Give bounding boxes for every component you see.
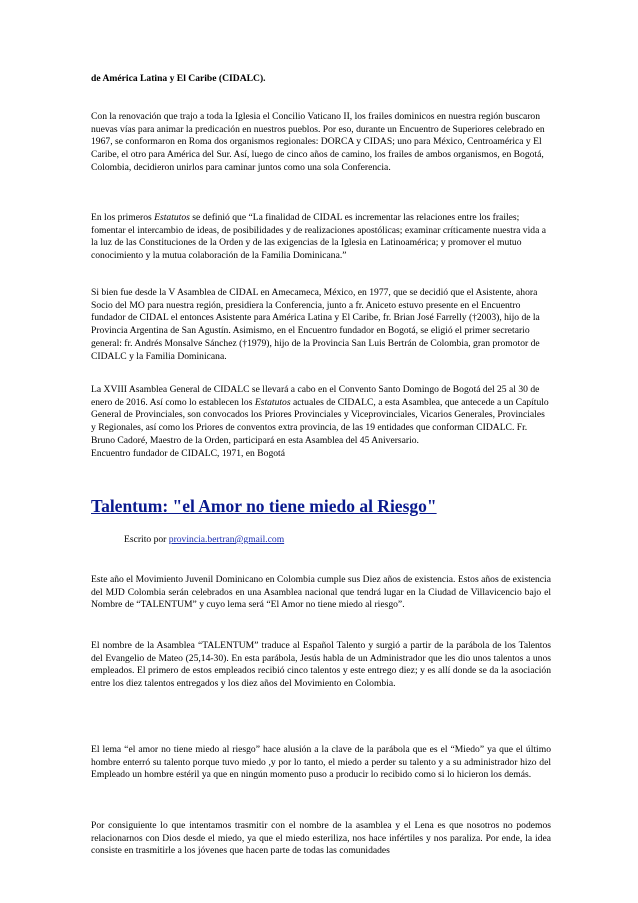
photo-caption: Encuentro fundador de CIDALC, 1971, en Bogotá	[91, 447, 285, 459]
body-paragraph-1: Este año el Movimiento Juvenil Dominicano en Colombia cumple sus Diez años de existencia. Estos años de existencia del MJD Colombia serán celebrados en una Asamblea nacional que tendrá lugar en la Ciudad de Villavicencio bajo el Nombre de “TALENTUM” y cuyo lema será “El Amor no tiene miedo al riesgo”.	[91, 574, 551, 611]
intro-line: de América Latina y El Caribe (CIDALC).	[91, 73, 266, 84]
paragraph-statutes: En los primeros Estatutos se definió que “La finalidad de CIDAL es incrementar las relaciones entre los frailes; fomentar el intercambio de ideas, de posibilidades y de realizaciones apostólicas; examinar críticamente nuestra vida a la luz de las Constituciones de la Orden y de las exigencias de la Iglesia en Latinoamérica; y promover el mutuo conocimiento y la mutua colaboración de la Familia Dominicana.”	[91, 212, 546, 262]
paragraph-assistant: Si bien fue desde la V Asamblea de CIDAL en Amecameca, México, en 1977, que se decidió que el Asistente, ahora Socio del MO para nuestra región, presidiera la Conferencia, junto a fr. Aniceto estuvo presente en el Encuentro fundador de CIDAL el entonces Asistente para América Latina y El Caribe, fr. Brian José Farrelly (†2003), hijo de la Provincia Argentina de San Agustín. Asimismo, en el Encuentro fundador en Bogotá, se eligió el primer secretario general: fr. Andrés Monsalve Sánchez (†1979), hijo de la Provincia San Luis Bertrán de Colombia, gran promotor de CIDALC y la Familia Dominicana.	[91, 287, 540, 362]
body-paragraph-4: Por consiguiente lo que intentamos trasmitir con el nombre de la asamblea y el Lena es que nosotros no podemos relacionarnos con Dios desde el miedo, ya que el miedo esteriliza, nos hace infértiles y nos paraliza. Por ende, la idea consiste en trasmitirle a los jóvenes que hacen parte de todas las comunidades	[91, 820, 551, 857]
author-email-link[interactable]: provincia.bertran@gmail.com	[168, 534, 285, 545]
body-paragraph-2: El nombre de la Asamblea “TALENTUM” traduce al Español Talento y surgió a partir de la parábola de los Talentos del Evangelio de Mateo (25,14-30). En esta parábola, Jesús habla de un Administrador que les dio unos talentos a unos empleados. El primero de estos empleados recibió cinco talentos y este entrego diez; y es allí donde se da la asociación entre los diez talentos entregados y los diez años del Movimiento en Colombia.	[91, 640, 551, 690]
body-paragraph-3: El lema “el amor no tiene miedo al riesgo” hace alusión a la clave de la parábola que es el “Miedo” ya que el último hombre enterró su talento porque tuvo miedo ,y por lo tanto, el miedo a perder su talento y a su administrador hizo del Empleado un hombre estéril ya que en ningún momento puso a producir lo recibido como si lo hicieron los demás.	[91, 744, 551, 781]
article-title[interactable]: Talentum: "el Amor no tiene miedo al Riesgo"	[91, 496, 437, 516]
statutes-italic: Estatutos	[154, 212, 190, 223]
paragraph-history: Con la renovación que trajo a toda la Iglesia el Concilio Vaticano II, los frailes dominicos en nuestra región buscaron nuevas vías para animar la predicación en nuestros pueblos. Por eso, durante un Encuentro de Superiores celebrado en 1967, se conformaron en Roma dos organismos regionales: DORCA y CIDAS; uno para México, Centroamérica y El Caribe, el otro para América del Sur. Así, luego de cinco años de camino, los frailes de ambos organismos, en Bogotá, Colombia, decidieron unirlos para caminar juntos como una sola Conferencia.	[91, 111, 545, 173]
byline: Escrito por provincia.bertran@gmail.com	[124, 534, 285, 545]
paragraph-assembly: La XVIII Asamblea General de CIDALC se llevará a cabo en el Convento Santo Domingo de Bogotá del 25 al 30 de enero de 2016. Así como lo establecen los Estatutos actuales de CIDALC, a esta Asamblea, que antecede a un Capítulo General de Provinciales, son convocados los Priores Provinciales y Viceprovinciales, Vicarios Generales, Provinciales y Regionales, así como los Priores de conventos extra provincia, de las 19 entidades que conforman CIDALC. Fr. Bruno Cadoré, Maestro de la Orden, participará en esta Asamblea del 45 Aniversario. Encuentro fundador de CIDALC, 1971, en Bogotá	[91, 384, 549, 459]
statutes-italic-2: Estatutos	[254, 396, 291, 408]
